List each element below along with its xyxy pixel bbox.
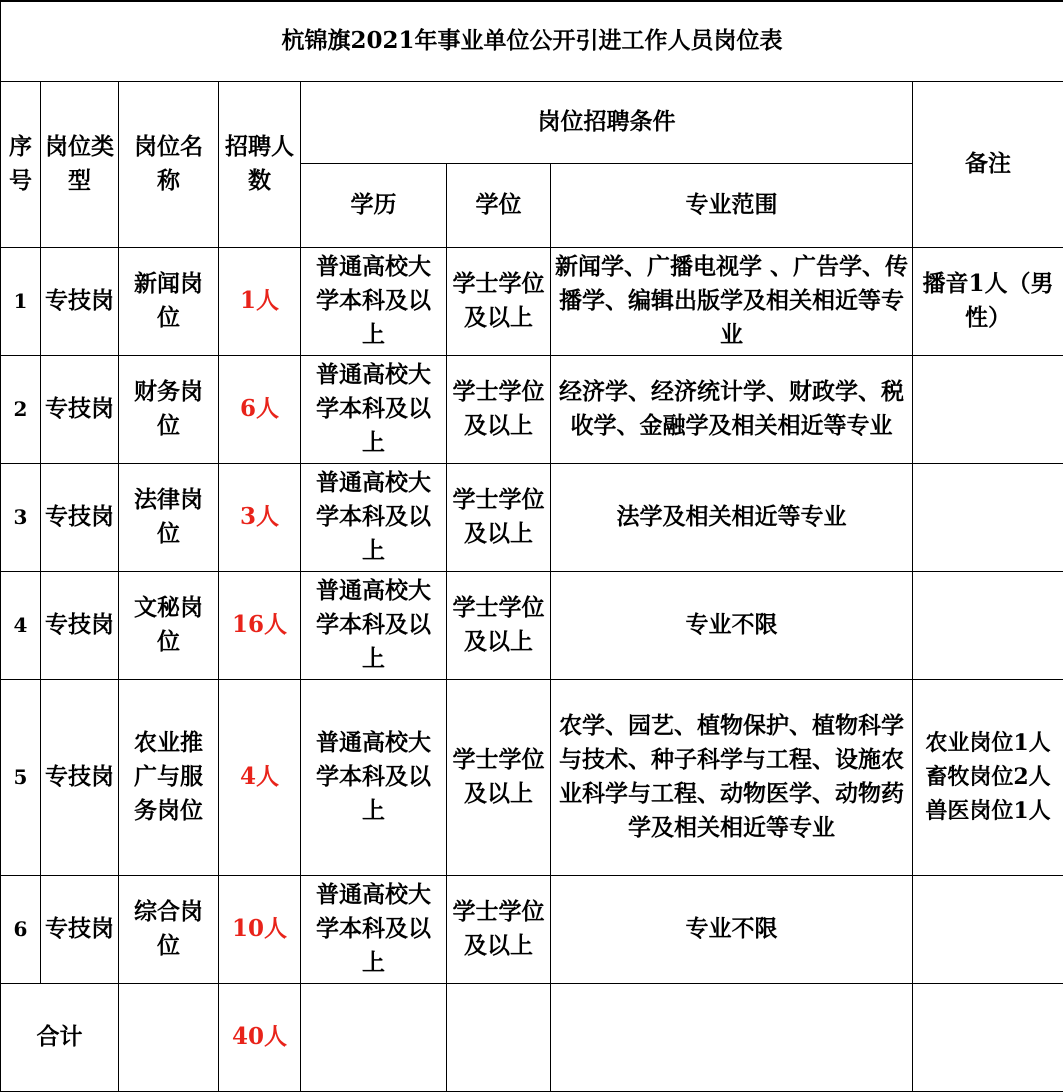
row-education: 普通高校大学本科及以上 [301, 355, 447, 463]
row-name: 农业推广与服务岗位 [119, 679, 219, 875]
row-type: 专技岗 [41, 247, 119, 355]
header-degree: 学位 [447, 163, 551, 247]
row-major: 新闻学、广播电视学 、广告学、传播学、编辑出版学及相关相近等专业 [551, 247, 913, 355]
row-major: 专业不限 [551, 571, 913, 679]
row-remarks [913, 355, 1063, 463]
table-title: 杭锦旗2021年事业单位公开引进工作人员岗位表 [1, 1, 1063, 81]
row-index: 3 [1, 463, 41, 571]
header-index: 序号 [1, 81, 41, 247]
row-name: 法律岗位 [119, 463, 219, 571]
row-count: 4人 [219, 679, 301, 875]
total-label: 合计 [1, 983, 119, 1091]
row-type: 专技岗 [41, 463, 119, 571]
header-type: 岗位类型 [41, 81, 119, 247]
row-education: 普通高校大学本科及以上 [301, 571, 447, 679]
row-index: 4 [1, 571, 41, 679]
header-remarks: 备注 [913, 81, 1063, 247]
row-count: 6人 [219, 355, 301, 463]
row-remarks [913, 875, 1063, 983]
row-index: 1 [1, 247, 41, 355]
row-type: 专技岗 [41, 355, 119, 463]
row-count: 1人 [219, 247, 301, 355]
row-education: 普通高校大学本科及以上 [301, 247, 447, 355]
row-degree: 学士学位及以上 [447, 571, 551, 679]
row-type: 专技岗 [41, 679, 119, 875]
row-remarks [913, 463, 1063, 571]
row-major: 农学、园艺、植物保护、植物科学与技术、种子科学与工程、设施农业科学与工程、动物医学、动物药学及相关相近等专业 [551, 679, 913, 875]
row-name: 综合岗位 [119, 875, 219, 983]
row-remarks: 播音1人（男性） [913, 247, 1063, 355]
row-name: 财务岗位 [119, 355, 219, 463]
table-row [1, 571, 1063, 679]
row-count: 10人 [219, 875, 301, 983]
row-degree: 学士学位及以上 [447, 463, 551, 571]
row-remarks [913, 571, 1063, 679]
total-major-empty [551, 983, 913, 1091]
row-education: 普通高校大学本科及以上 [301, 463, 447, 571]
table-row [1, 463, 1063, 571]
row-count: 3人 [219, 463, 301, 571]
row-degree: 学士学位及以上 [447, 355, 551, 463]
total-education-empty [301, 983, 447, 1091]
row-degree: 学士学位及以上 [447, 875, 551, 983]
row-index: 6 [1, 875, 41, 983]
row-major: 专业不限 [551, 875, 913, 983]
table-row [1, 875, 1063, 983]
row-type: 专技岗 [41, 571, 119, 679]
row-major: 法学及相关相近等专业 [551, 463, 913, 571]
total-degree-empty [447, 983, 551, 1091]
header-education: 学历 [301, 163, 447, 247]
row-name: 新闻岗位 [119, 247, 219, 355]
total-name-empty [119, 983, 219, 1091]
row-education: 普通高校大学本科及以上 [301, 875, 447, 983]
total-row [1, 983, 1063, 1091]
row-education: 普通高校大学本科及以上 [301, 679, 447, 875]
table-row [1, 355, 1063, 463]
header-conditions: 岗位招聘条件 [301, 81, 913, 163]
row-index: 2 [1, 355, 41, 463]
header-major: 专业范围 [551, 163, 913, 247]
header-name: 岗位名称 [119, 81, 219, 247]
table-row [1, 679, 1063, 875]
row-remarks: 农业岗位1人畜牧岗位2人兽医岗位1人 [913, 679, 1063, 875]
row-major: 经济学、经济统计学、财政学、税收学、金融学及相关相近等专业 [551, 355, 913, 463]
row-name: 文秘岗位 [119, 571, 219, 679]
header-count: 招聘人数 [219, 81, 301, 247]
table-row [1, 247, 1063, 355]
row-degree: 学士学位及以上 [447, 247, 551, 355]
row-count: 16人 [219, 571, 301, 679]
row-index: 5 [1, 679, 41, 875]
row-degree: 学士学位及以上 [447, 679, 551, 875]
total-remarks-empty [913, 983, 1063, 1091]
total-count: 40人 [219, 983, 301, 1091]
row-type: 专技岗 [41, 875, 119, 983]
